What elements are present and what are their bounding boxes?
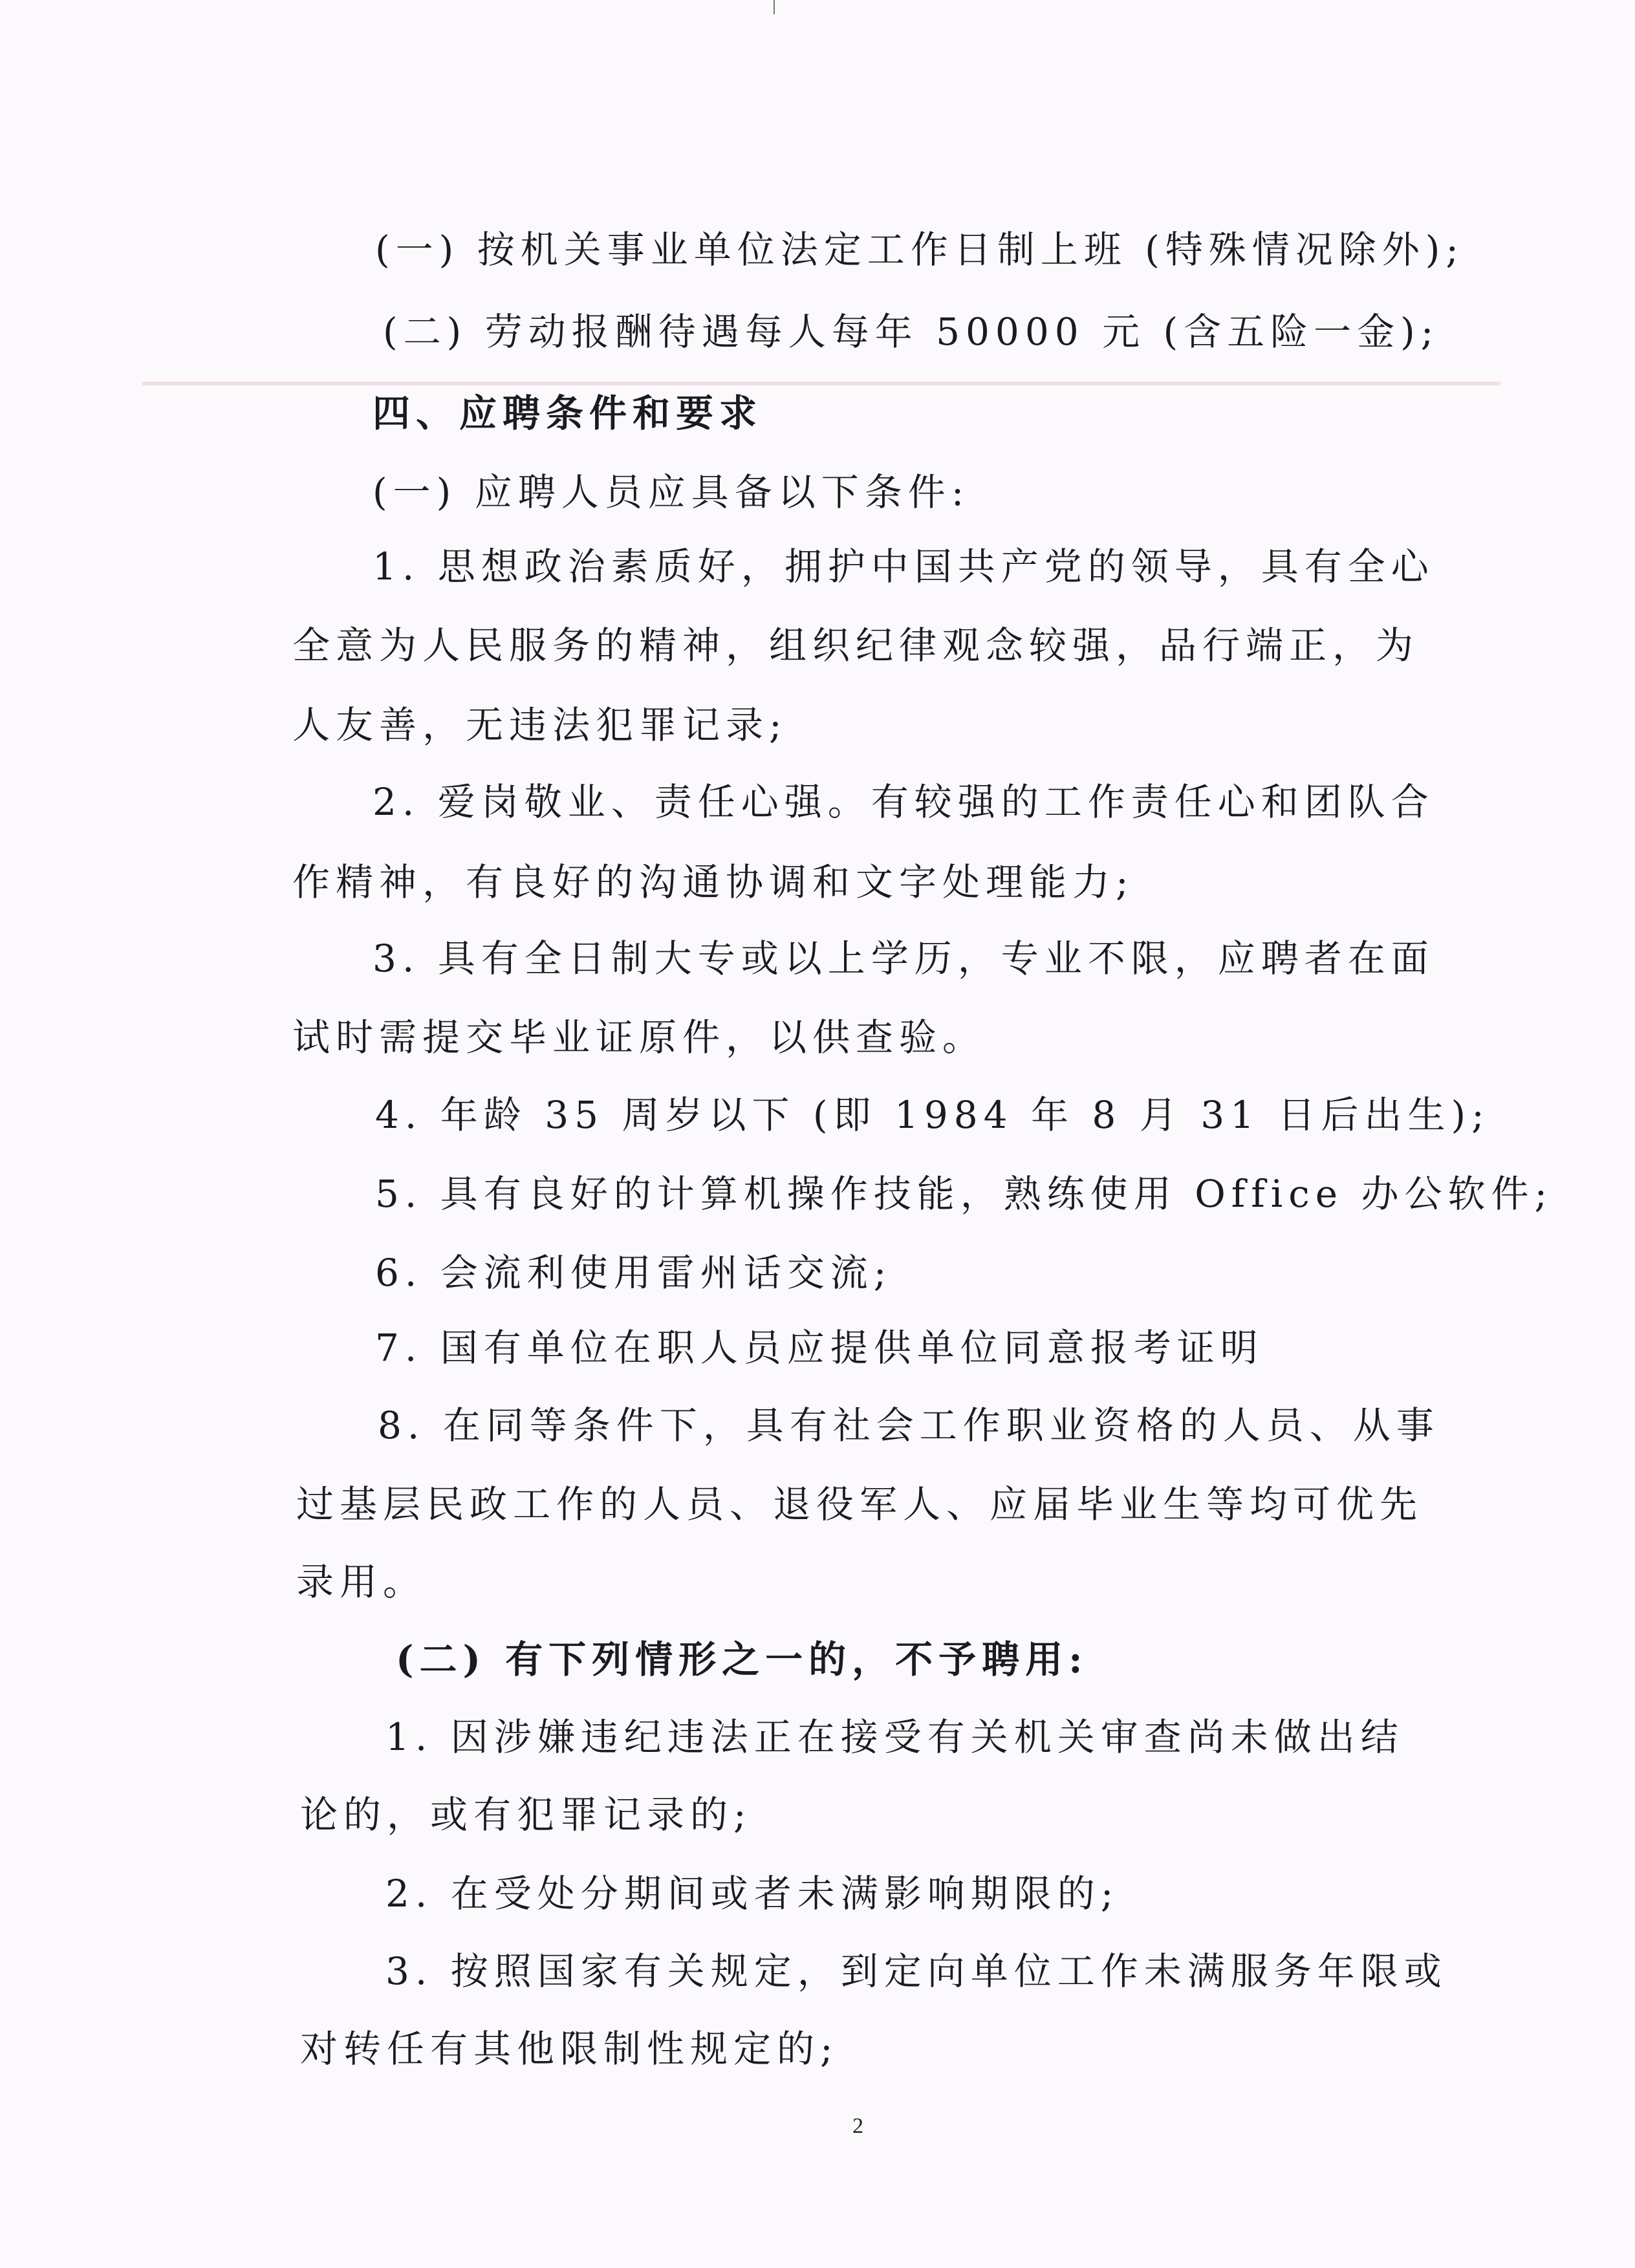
text-line-5: 1. 思想政治素质好，拥护中国共产党的领导，具有全心 (373, 545, 1435, 589)
text-line-11: 试时需提交毕业证原件，以供查验。 (292, 1015, 986, 1059)
text-line-21: 论的，或有犯罪记录的; (300, 1793, 752, 1837)
text-line-20: 1. 因涉嫌违纪违法正在接受有关机关审查尚未做出结 (385, 1715, 1404, 1759)
text-line-17: 过基层民政工作的人员、退役军人、应届毕业生等均可优先 (296, 1482, 1424, 1526)
text-line-16: 8. 在同等条件下，具有社会工作职业资格的人员、从事 (378, 1403, 1440, 1447)
text-line-18: 录用。 (296, 1560, 427, 1604)
text-line-8: 2. 爱岗敬业、责任心强。有较强的工作责任心和团队合 (373, 780, 1435, 824)
text-line-2: (二) 劳动报酬待遇每人每年 50000 元 (含五险一金); (383, 310, 1440, 354)
text-line-12: 4. 年龄 35 周岁以下 (即 1984 年 8 月 31 日后出生); (375, 1093, 1490, 1137)
bleed-through-line (142, 382, 1500, 385)
section-heading: 四、应聘条件和要求 (373, 391, 763, 435)
text-line-9: 作精神，有良好的沟通协调和文字处理能力; (292, 860, 1134, 904)
text-line-13: 5. 具有良好的计算机操作技能，熟练使用 Office 办公软件; (375, 1172, 1554, 1216)
scan-mark (774, 0, 775, 14)
text-line-24: 对转任有其他限制性规定的; (300, 2027, 839, 2071)
text-line-23: 3. 按照国家有关规定，到定向单位工作未满服务年限或 (385, 1949, 1447, 1993)
subsection-heading-2: (二) 有下列情形之一的，不予聘用: (396, 1637, 1088, 1681)
text-line-15: 7. 国有单位在职人员应提供单位同意报考证明 (375, 1326, 1264, 1370)
page-number: 2 (852, 2114, 863, 2138)
text-line-6: 全意为人民服务的精神，组织纪律观念较强，品行端正，为 (292, 623, 1420, 667)
text-line-10: 3. 具有全日制大专或以上学历，专业不限，应聘者在面 (373, 936, 1435, 980)
text-line-1: (一) 按机关事业单位法定工作日制上班 (特殊情况除外); (375, 228, 1464, 272)
subsection-heading-1: (一) 应聘人员应具备以下条件: (373, 470, 970, 514)
text-line-22: 2. 在受处分期间或者未满影响期限的; (385, 1872, 1120, 1916)
text-line-14: 6. 会流利使用雷州话交流; (375, 1251, 893, 1295)
text-line-7: 人友善，无违法犯罪记录; (292, 703, 788, 747)
